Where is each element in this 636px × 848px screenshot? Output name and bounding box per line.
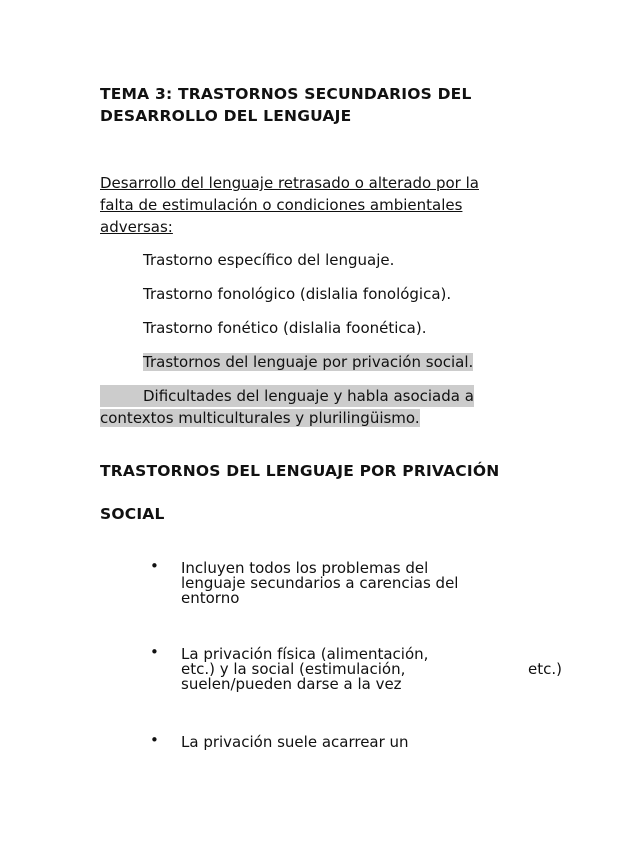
bullet-3-line-1: La privación suele acarrear un (181, 733, 409, 751)
bullet-item-1 (181, 561, 571, 606)
bullet-1-line-2: lenguaje secundarios a carencias del (181, 574, 459, 592)
bullet-item-3 (181, 735, 571, 750)
bullet-2-line-2: etc.) y la social (estimulación, (181, 660, 406, 678)
intro-line-1: Desarrollo del lenguaje retrasado o alterado por la (100, 174, 479, 192)
disorder-item-phonological: Trastorno fonológico (dislalia fonológica). (143, 285, 452, 303)
highlighted-text-line-2: contextos multiculturales y plurilingüismo. (100, 409, 420, 427)
section-heading-line-1: TRASTORNOS DEL LENGUAJE POR PRIVACIÓN (100, 462, 500, 480)
disorder-item-social-deprivation (143, 351, 473, 373)
section-heading-line-2: SOCIAL (100, 505, 165, 523)
bullet-icon: • (150, 643, 159, 661)
highlighted-text: Trastornos del lenguaje por privación social. (143, 353, 474, 371)
intro-line-3: adversas: (100, 218, 173, 236)
title-line-1: TEMA 3: TRASTORNOS SECUNDARIOS DEL (100, 85, 472, 103)
bullet-1-line-1: Incluyen todos los problemas del (181, 559, 429, 577)
bullet-2-line-1: La privación física (alimentación, (181, 645, 429, 663)
bullet-item-2 (181, 647, 571, 692)
bullet-icon: • (150, 557, 159, 575)
disorder-item-multicultural (100, 385, 520, 429)
intro-line-2: falta de estimulación o condiciones ambientales (100, 196, 463, 214)
disorder-item-specific: Trastorno específico del lenguaje. (143, 251, 395, 269)
document-title (100, 83, 540, 127)
bullet-2-trailing-text: etc.) (528, 660, 562, 678)
highlighted-text-line-1: Dificultades del lenguaje y habla asociada a (100, 385, 474, 407)
bullet-icon: • (150, 731, 159, 749)
disorder-item-phonetic: Trastorno fonético (dislalia foonética). (143, 319, 427, 337)
intro-paragraph (100, 172, 530, 238)
title-line-2: DESARROLLO DEL LENGUAJE (100, 107, 352, 125)
bullet-2-line-3: suelen/pueden darse a la vez (181, 675, 402, 693)
bullet-1-line-3: entorno (181, 589, 240, 607)
